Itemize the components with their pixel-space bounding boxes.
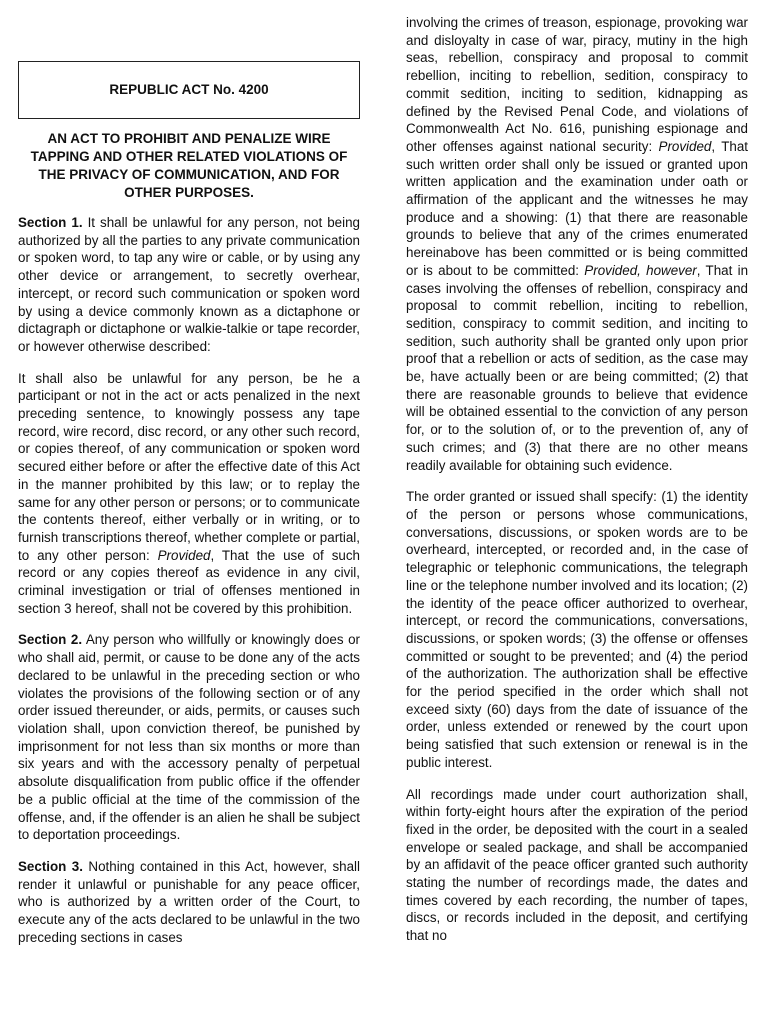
section-3-label: Section 3.	[18, 858, 83, 874]
section-2-text: Any person who willfully or knowingly does or who shall aid, permit, or cause to be done any of the acts declared to be unlawful in the preceding section or who violates the provisions of the following section or of any order issued thereunder, or aids, permits, or causes such violation shall, upon conviction thereof, be punished by imprisonment for not less than six months or more than six years and with the accessory penalty of perpetual absolute disqualification from public office if the offender be a public official at the time of the commission of the offense, and, if the offender is an alien he shall be subject to deportation proceedings.	[18, 632, 360, 843]
act-number-box	[18, 61, 360, 119]
section-3-text: Nothing contained in this Act, however, shall render it unlawful or punishable for any peace officer, who is authorized by a written order of the Court, to execute any of the acts declared to be unlawful in the two preceding sections in cases	[18, 858, 360, 945]
left-column	[18, 14, 360, 960]
provided-however-italic: Provided, however	[584, 262, 697, 278]
section-3-paragraph	[18, 858, 360, 947]
section-1-p2-text-a: It shall also be unlawful for any person, be he a participant or not in the act or acts penalized in the next preceding sentence, to knowingly possess any tape record, wire record, disc record, or any other such record, or copies thereof, of any communication or spoken word secured either before or after the effective date of this Act in the manner prohibited by this law; or to replay the same for any other person or persons; or to communicate the contents thereof, either verbally or in writing, or to furnish transcriptions thereof, whether complete or partial, to any other person:	[18, 370, 360, 563]
section-1-p2-text-b: , That the use of such record or any copies thereof as evidence in any civil, criminal investigation or trial of offenses mentioned in section 3 hereof, shall not be covered by this prohibition.	[18, 547, 360, 616]
section-3-cont-text-c: , That in cases involving the offenses of rebellion, conspiracy and proposal to commit rebellion, inciting to rebellion, sedition, conspiracy to commit sedition, and inciting to sedition, such authority shall be granted only upon prior proof that a rebellion or acts of sedition, as the case may be, have actually been or are being committed; (2) that there are reasonable grounds to believe that evidence will be obtained essential to the conviction of any person for, or to the solution of, or to the prevention of, any of such crimes; and (3) that there are no other means readily available for obtaining such evidence.	[406, 262, 749, 473]
section-2-label: Section 2.	[18, 632, 83, 648]
section-3-cont-text-b: , That such written order shall only be issued or granted upon written application and the examination under oath or affirmation of the applicant and the witnesses he may produce and a showing: (1) that there are reasonable grounds to believe that any of the crimes enumerated hereinabove has been committed or is being committed or is about to be committed:	[406, 138, 748, 278]
provided-italic: Provided	[157, 547, 211, 563]
section-1-second-paragraph	[18, 370, 360, 618]
section-1-label: Section 1.	[18, 215, 83, 230]
section-1-text: It shall be unlawful for any person, not being authorized by all the parties to any private communication or spoken word, to tap any wire or cable, or by using any other device or arrangement, to secretly overhear, intercept, or record such communication or spoken word by using a device commonly known as a dictaphone or dictagraph or dictaphone or walkie-talkie or tape recorder, or however otherwise described:	[18, 215, 360, 354]
section-3-continued-paragraph	[406, 14, 748, 474]
act-number: REPUBLIC ACT No. 4200	[109, 82, 269, 98]
section-3-cont-text-a: involving the crimes of treason, espionage, provoking war and disloyalty in case of war, piracy, mutiny in the high seas, rebellion, conspiracy and proposal to commit rebellion, inciting to rebellion, sedition, conspiracy to commit sedition, inciting to sedition, kidnapping as defined by the Revised Penal Code, and violations of Commonwealth Act No. 616, punishing espionage and other offenses against national security:	[406, 15, 748, 154]
order-specification-paragraph: The order granted or issued shall specify: (1) the identity of the person or persons whose communications, conversations, discussions, or spoken words are to be overheard, intercepted, or recorded and, in the case of telegraphic or telephonic communications, the telegraph line or the telephone number involved and its location; (2) the identity of the peace officer authorized to overhear, intercept, or record the communications, conversations, discussions, or spoken words; (3) the offense or offenses committed or sought to be prevented; and (4) the period of the authorization. The authorization shall be effective for the period specified in the order which shall not exceed sixty (60) days from the date of issuance of the order, unless extended or renewed by the court upon being satisfied that such extension or renewal is in the public interest.	[406, 489, 748, 770]
section-2-paragraph	[18, 631, 360, 843]
section-1-paragraph	[18, 214, 360, 356]
provided-italic: Provided	[658, 138, 712, 154]
right-column	[406, 14, 748, 959]
act-title: AN ACT TO PROHIBIT AND PENALIZE WIRE TAPPING AND OTHER RELATED VIOLATIONS OF THE PRIVACY OF COMMUNICATION, AND FOR OTHER PURPOSES.	[30, 131, 348, 200]
recordings-deposit-paragraph: All recordings made under court authorization shall, within forty-eight hours after the expiration of the period fixed in the order, be deposited with the court in a sealed envelope or sealed package, and shall be accompanied by an affidavit of the peace officer granted such authority stating the number of recordings made, the dates and times covered by each recording, the number of tapes, discs, or records included in the deposit, and certifying that no	[406, 786, 748, 944]
